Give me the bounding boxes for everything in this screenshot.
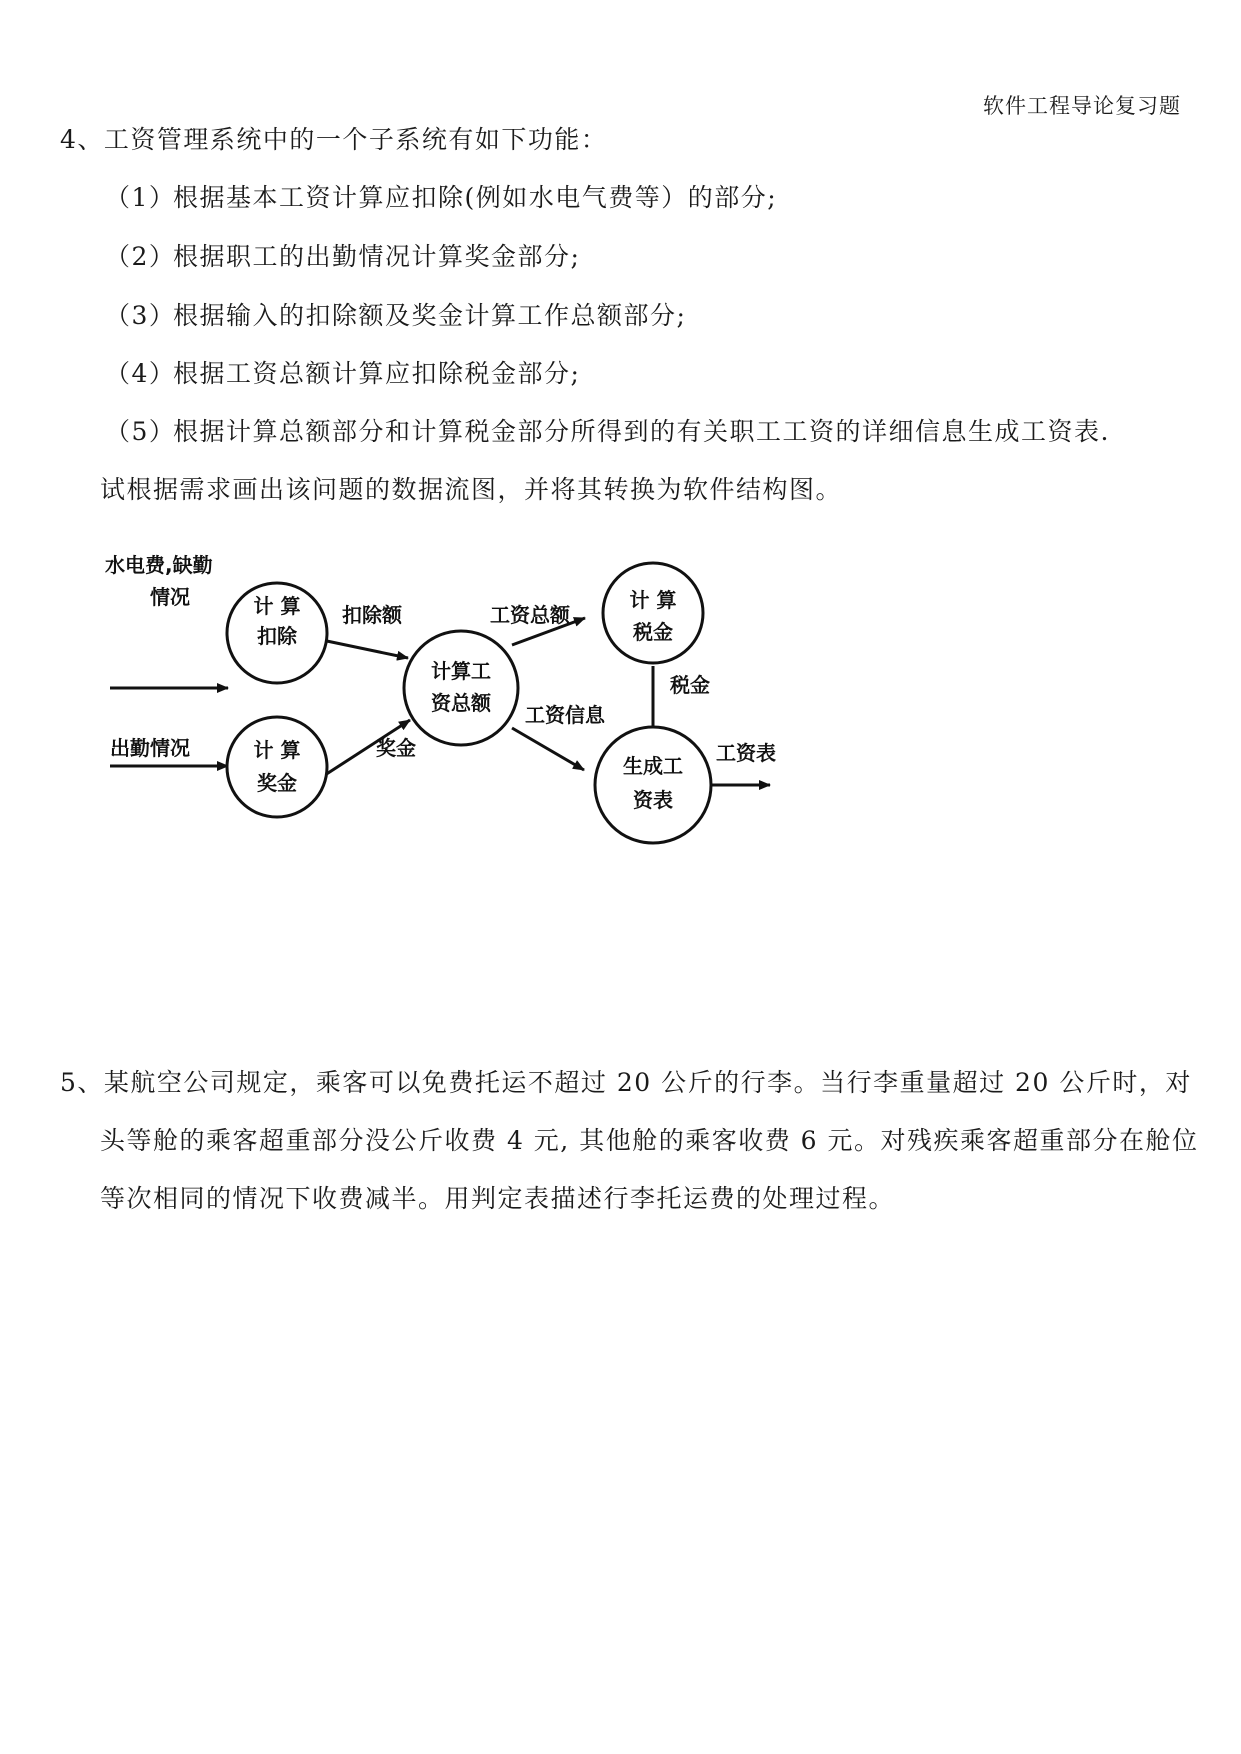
flow-label: 扣除额 [342, 603, 402, 627]
flow-label: 奖金 [376, 736, 416, 760]
item-number: （4） [105, 359, 176, 388]
flow-label: 工资总额 [490, 603, 570, 627]
process-label: 计 算 [629, 588, 677, 612]
item-number: （2） [105, 242, 176, 271]
process-label: 税金 [633, 620, 673, 644]
flow-label: 工资表 [716, 741, 776, 765]
flow-label: 水电费,缺勤 [105, 553, 213, 577]
requirement-item [105, 412, 1110, 448]
question-5-line: 等次相同的情况下收费减半。用判定表描述行李托运费的处理过程。 [100, 1184, 896, 1213]
question-5-line: 5、某航空公司规定，乘客可以免费托运不超过 20 公斤的行李。当行李重量超过 20 公斤时，对 [60, 1068, 1192, 1097]
requirement-item [105, 354, 580, 390]
requirement-item [105, 178, 777, 214]
process-label: 扣除 [257, 624, 297, 648]
item-number: （5） [105, 417, 176, 446]
item-number: （1） [105, 183, 176, 212]
process-label: 资总额 [431, 691, 491, 715]
question-4-instruction: 试根据需求画出该问题的数据流图，并将其转换为软件结构图。 [100, 475, 843, 504]
flow-label: 出勤情况 [110, 736, 190, 760]
requirement-item [105, 296, 686, 332]
process-label: 计 算 [253, 594, 301, 618]
process-calc-tax [603, 563, 703, 663]
page-header: 软件工程导论复习题 [983, 94, 1181, 118]
item-text: 根据计算总额部分和计算税金部分所得到的有关职工工资的详细信息生成工资表. [173, 417, 1110, 446]
process-label: 计 算 [253, 738, 301, 762]
flow-arrow-deduction [322, 640, 408, 658]
process-generate-table [595, 727, 711, 843]
process-label: 资表 [633, 788, 673, 812]
item-text: 根据基本工资计算应扣除(例如水电气费等）的部分; [173, 183, 778, 212]
flow-arrow-salary-info [512, 728, 584, 770]
data-flow-diagram [105, 553, 890, 950]
item-text: 根据输入的扣除额及奖金计算工作总额部分; [173, 301, 687, 330]
question-4-title: 4、工资管理系统中的一个子系统有如下功能： [60, 125, 608, 154]
item-number: （3） [105, 301, 176, 330]
item-text: 根据职工的出勤情况计算奖金部分; [173, 242, 581, 271]
requirement-item [105, 237, 580, 273]
flow-label: 税金 [670, 673, 710, 697]
process-calc-total [404, 631, 518, 745]
item-text: 根据工资总额计算应扣除税金部分; [173, 359, 581, 388]
process-calc-bonus [227, 717, 327, 817]
flow-label: 情况 [150, 585, 190, 609]
process-label: 计算工 [431, 659, 491, 683]
question-5-line: 头等舱的乘客超重部分没公斤收费 4 元, 其他舱的乘客收费 6 元。对残疾乘客超重部分在舱位 [100, 1126, 1199, 1155]
process-label: 生成工 [623, 754, 683, 778]
flow-label: 工资信息 [525, 703, 605, 727]
process-label: 奖金 [257, 771, 297, 795]
process-calc-deduction [227, 583, 327, 683]
